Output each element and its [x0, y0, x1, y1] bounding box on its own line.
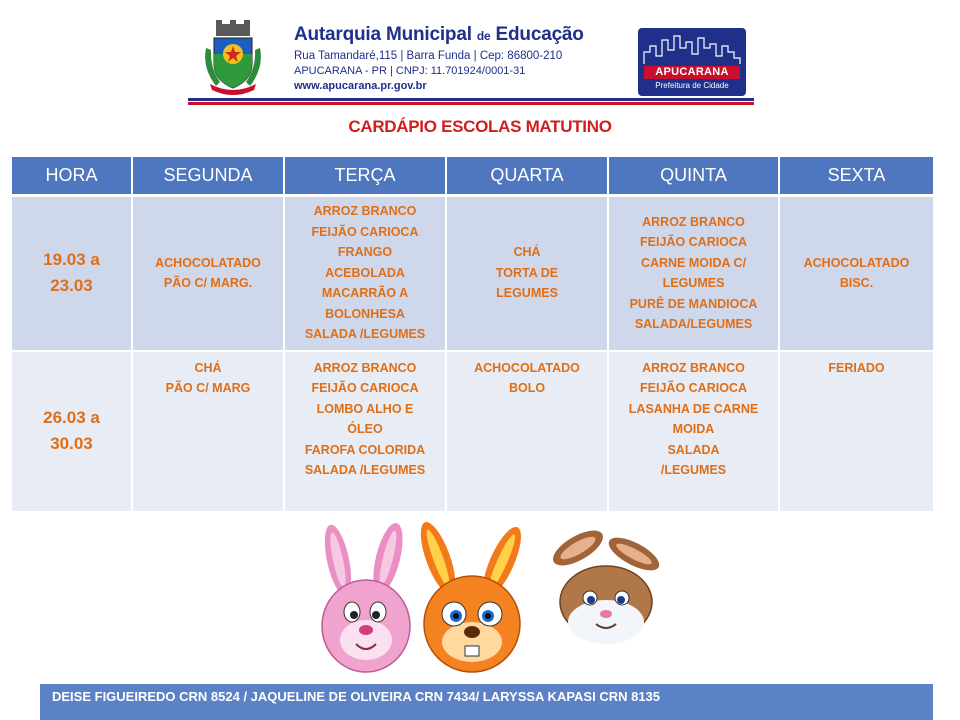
- menu-table: [12, 157, 933, 513]
- page-title: CARDÁPIO ESCOLAS MATUTINO: [348, 117, 612, 136]
- city-logo-subtitle: Prefeitura de Cidade: [655, 81, 729, 90]
- menu-cell-terca: ARROZ BRANCO FEIJÃO CARIOCA LOMBO ALHO E ÓLEO FAROFA COLORIDA SALADA /LEGUMES: [284, 351, 446, 512]
- easter-bunnies-illustration: [316, 518, 662, 678]
- week-range-cell: 26.03 a 30.03: [12, 351, 132, 512]
- column-header-terca: TERÇA: [284, 157, 446, 195]
- org-website[interactable]: www.apucarana.pr.gov.br: [294, 80, 427, 92]
- column-header-sexta: SEXTA: [779, 157, 933, 195]
- table-header-row: [12, 157, 933, 195]
- menu-cell-sexta: FERIADO: [779, 351, 933, 512]
- menu-cell-terca: ARROZ BRANCO FEIJÃO CARIOCA FRANGO ACEBOLADA MACARRÃO A BOLONHESA SALADA /LEGUMES: [284, 195, 446, 351]
- municipal-crest-icon: [200, 18, 266, 96]
- banner-stripe-blue: [188, 98, 754, 101]
- menu-cell-segunda: CHÁ PÃO C/ MARG: [132, 351, 284, 512]
- footer-nutritionists: DEISE FIGUEIREDO CRN 8524 / JAQUELINE DE OLIVEIRA CRN 7434/ LARYSSA KAPASI CRN 8135: [40, 684, 933, 720]
- city-skyline-icon: [638, 28, 746, 68]
- menu-cell-quinta: ARROZ BRANCO FEIJÃO CARIOCA LASANHA DE CARNE MOIDA SALADA /LEGUMES: [608, 351, 779, 512]
- menu-cell-quarta: CHÁ TORTA DE LEGUMES: [446, 195, 608, 351]
- week-range-cell: 19.03 a 23.03: [12, 195, 132, 351]
- org-city-cnpj: APUCARANA - PR | CNPJ: 11.701924/0001-31: [294, 65, 526, 77]
- city-logo: [638, 28, 746, 96]
- menu-cell-quinta: ARROZ BRANCO FEIJÃO CARIOCA CARNE MOIDA C/ LEGUMES PURÊ DE MANDIOCA SALADA/LEGUMES: [608, 195, 779, 351]
- menu-cell-quarta: ACHOCOLATADO BOLO: [446, 351, 608, 512]
- org-name: Autarquia Municipal de Educação: [294, 24, 584, 45]
- org-address: Rua Tamandaré,115 | Barra Funda | Cep: 86800-210: [294, 50, 563, 62]
- city-logo-name: APUCARANA: [644, 66, 740, 79]
- pink-bunny-icon: [320, 520, 410, 672]
- table-row: [12, 351, 933, 512]
- menu-cell-sexta: ACHOCOLATADO BISC.: [779, 195, 933, 351]
- table-row: [12, 195, 933, 351]
- menu-cell-segunda: ACHOCOLATADO PÃO C/ MARG.: [132, 195, 284, 351]
- header-banner: [188, 14, 754, 104]
- brown-bunny-icon: [548, 524, 662, 644]
- column-header-quarta: QUARTA: [446, 157, 608, 195]
- column-header-quinta: QUINTA: [608, 157, 779, 195]
- column-header-hora: HORA: [12, 157, 132, 195]
- orange-bunny-icon: [414, 518, 529, 672]
- banner-stripe-red: [188, 102, 754, 105]
- column-header-segunda: SEGUNDA: [132, 157, 284, 195]
